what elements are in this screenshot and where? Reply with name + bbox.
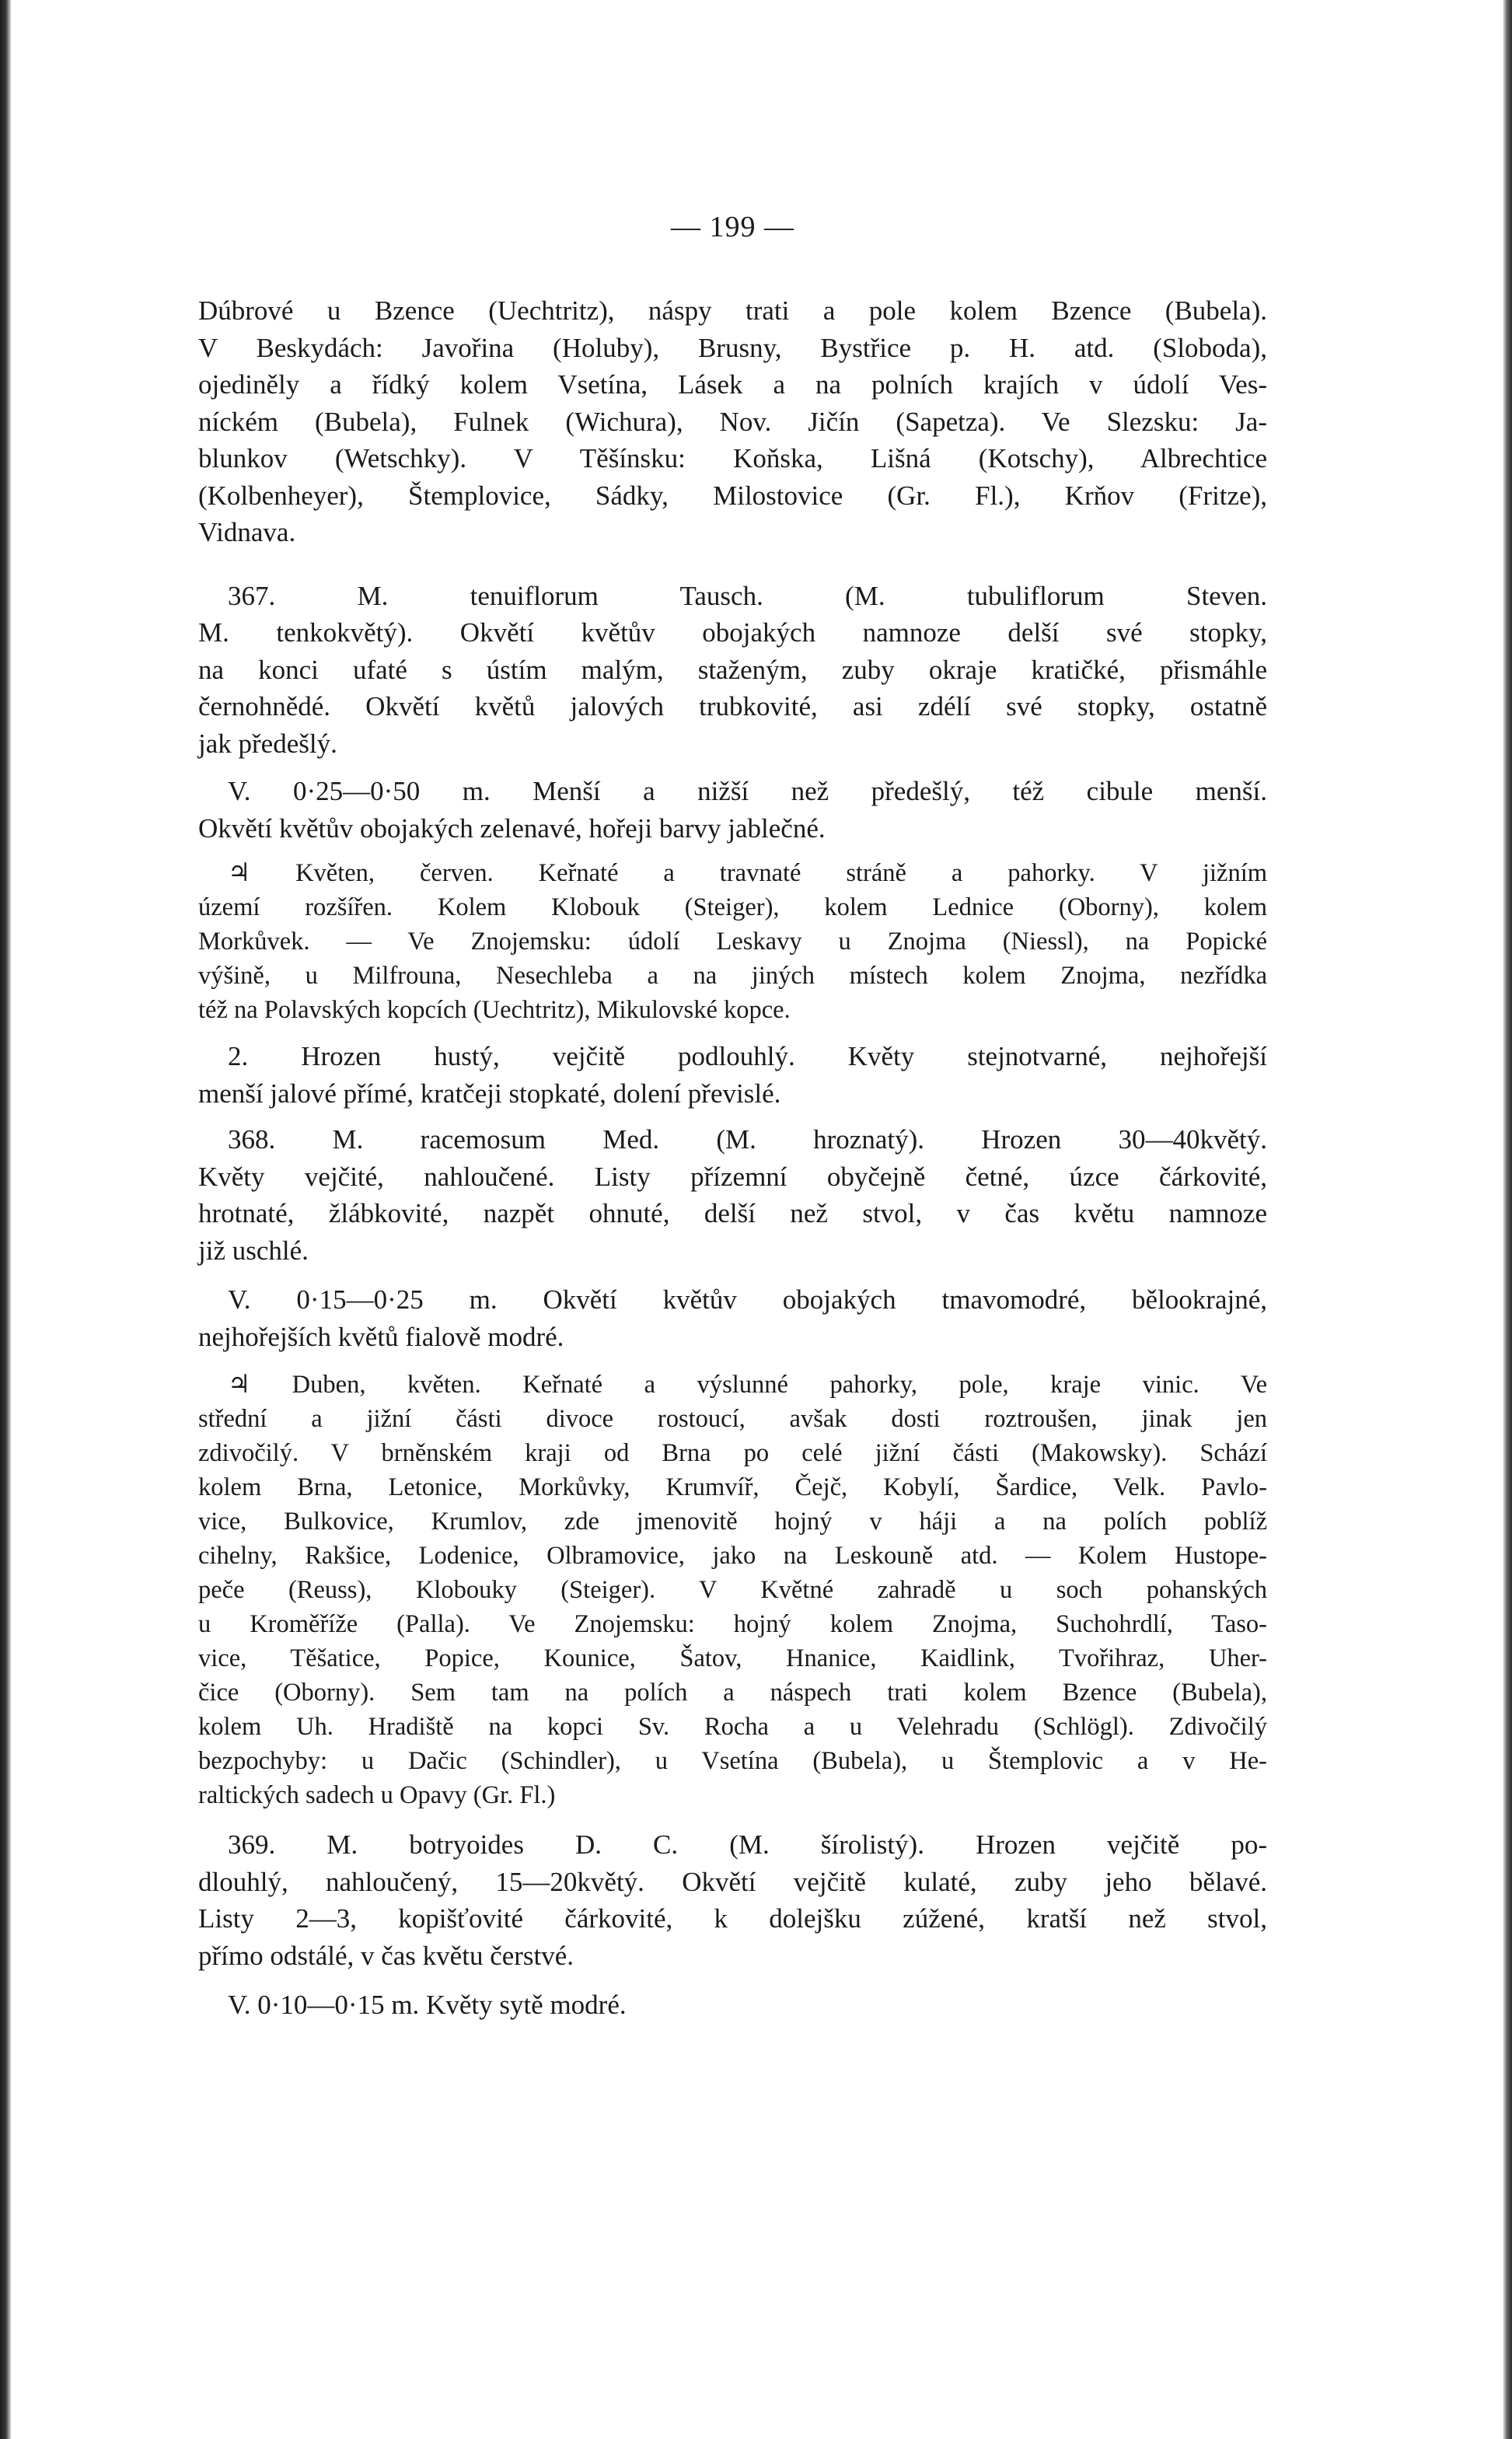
text-line: území rozšířen. Kolem Klobouk (Steiger), kolem Lednice (Oborny), kolem [198,893,1267,921]
text-paragraph [198,1121,1267,1269]
text-line: zdivočilý. V brněnském kraji od Brna po celé jižní části (Makowsky). Schází [198,1439,1267,1467]
text-paragraph [198,856,1267,1027]
text-line: na konci ufaté s ústím malým, staženým, zuby okraje kratičké, přismáhle [198,654,1267,685]
paragraph-lines [198,292,1267,551]
paragraph-lines [198,1368,1267,1812]
text-line: výšině, u Milfrouna, Nesechleba a na jiných místech kolem Znojma, nezřídka [198,962,1267,990]
text-paragraph [198,1038,1267,1112]
text-line: V. 0·15—0·25 m. Okvětí květův obojakých tmavomodré, bělookrajné, [228,1284,1267,1315]
paragraph-lines [198,578,1267,763]
text-line: dlouhlý, nahloučený, 15—20květý. Okvětí vejčitě kulaté, zuby jeho bělavé. [198,1866,1267,1897]
text-line: Dúbrové u Bzence (Uechtritz), náspy trati a pole kolem Bzence (Bubela). [198,295,1267,326]
text-paragraph [198,1281,1267,1355]
text-line: V. 0·25—0·50 m. Menší a nižší než předešlý, též cibule menší. [228,776,1267,806]
paragraph-lines [198,773,1267,847]
paragraph-lines [198,1121,1267,1269]
text-line: blunkov (Wetschky). V Těšínsku: Koňska, Lišná (Kotschy), Albrechtice [198,443,1267,473]
text-line: Okvětí květův obojakých zelenavé, hořeji barvy jablečné. [198,812,826,844]
paragraph-lines [198,1281,1267,1355]
text-line: nejhořejších květů fialově modré. [198,1321,564,1352]
paragraph-lines [198,1986,1267,2024]
text-paragraph [198,1826,1267,1974]
text-line: již uschlé. [198,1235,309,1266]
text-line: M. tenkokvětý). Okvětí květův obojakých namnoze delší své stopky, [198,617,1267,648]
page-text-body [198,292,1267,2024]
text-line: V. 0·10—0·15 m. Květy sytě modré. [228,1990,627,2020]
text-line: vice, Těšatice, Popice, Kounice, Šatov, Hnanice, Kaidlink, Tvořihraz, Uher- [198,1644,1267,1672]
text-line: ojediněly a řídký kolem Vsetína, Lásek a na polních krajích v údolí Ves- [198,369,1267,400]
text-line: Vidnava. [198,517,296,547]
text-line: vice, Bulkovice, Krumlov, zde jmenovitě hojný v háji a na polích poblíž [198,1508,1267,1536]
text-line: 369. M. botryoides D. C. (M. šírolistý). Hrozen vejčitě po- [228,1829,1267,1860]
text-line: jak předešlý. [198,728,337,759]
text-paragraph [198,1368,1267,1812]
text-line: 368. M. racemosum Med. (M. hroznatý). Hrozen 30—40květý. [228,1124,1267,1155]
text-paragraph [198,578,1267,763]
scan-edge-right [1503,0,1512,2439]
text-paragraph [198,1986,1267,2024]
scan-edge-left [0,0,11,2439]
book-page [198,210,1267,2024]
text-line: hrotnaté, žlábkovité, nazpět ohnuté, delší než stvol, v čas květu namnoze [198,1198,1267,1228]
text-line: též na Polavských kopcích (Uechtritz), Mikulovské kopce. [198,996,791,1024]
paragraph-lines [198,1826,1267,1974]
text-line: níckém (Bubela), Fulnek (Wichura), Nov. Jičín (Sapetza). Ve Slezsku: Ja- [198,406,1267,437]
paragraph-lines [198,856,1267,1027]
text-line: raltických sadech u Opavy (Gr. Fl.) [198,1781,556,1809]
text-line: u Kroměříže (Palla). Ve Znojemsku: hojný kolem Znojma, Suchohrdlí, Taso- [198,1610,1267,1638]
text-line: (Kolbenheyer), Štemplovice, Sádky, Milostovice (Gr. Fl.), Krňov (Fritze), [198,480,1267,511]
text-line: střední a jižní části divoce rostoucí, avšak dosti roztroušen, jinak jen [198,1405,1267,1433]
text-line: 367. M. tenuiflorum Tausch. (M. tubuliflorum Steven. [228,580,1267,611]
text-paragraph [198,292,1267,551]
text-line: bezpochyby: u Dačic (Schindler), u Vsetína (Bubela), u Štemplovic a v He- [198,1747,1267,1775]
page-number: — 199 — [671,211,794,243]
text-line: V Beskydách: Javořina (Holuby), Brusny, Bystřice p. H. atd. (Sloboda), [198,332,1267,363]
text-line: menší jalové přímé, kratčeji stopkaté, dolení převislé. [198,1078,781,1109]
text-line: černohnědé. Okvětí květů jalových trubkovité, asi zdélí své stopky, ostatně [198,691,1267,722]
text-line: čice (Oborny). Sem tam na polích a náspech trati kolem Bzence (Bubela), [198,1679,1267,1707]
text-line: přímo odstálé, v čas květu čerstvé. [198,1940,574,1971]
text-line: Květy vejčité, nahloučené. Listy přízemní obyčejně četné, úzce čárkovité, [198,1161,1267,1192]
text-line: cihelny, Rakšice, Lodenice, Olbramovice, jako na Leskouně atd. — Kolem Hustope- [198,1542,1267,1570]
text-line: Listy 2—3, kopišťovité čárkovité, k dolejšku zúžené, kratší než stvol, [198,1903,1267,1934]
text-line: 2. Hrozen hustý, vejčitě podlouhlý. Květy stejnotvarné, nejhořejší [228,1041,1267,1071]
text-line: Morkůvek. — Ve Znojemsku: údolí Leskavy u Znojma (Niessl), na Popické [198,928,1267,956]
text-line: peče (Reuss), Klobouky (Steiger). V Květné zahradě u soch pohanských [198,1576,1267,1604]
text-line: ♃ Květen, červen. Keřnaté a travnaté stráně a pahorky. V jižním [228,859,1267,887]
text-line: kolem Uh. Hradiště na kopci Sv. Rocha a u Velehradu (Schlögl). Zdivočilý [198,1713,1267,1741]
text-line: kolem Brna, Letonice, Morkůvky, Krumvíř, Čejč, Kobylí, Šardice, Velk. Pavlo- [198,1473,1267,1501]
text-paragraph [198,773,1267,847]
paragraph-lines [198,1038,1267,1112]
text-line: ♃ Duben, květen. Keřnaté a výslunné pahorky, pole, kraje vinic. Ve [228,1371,1267,1399]
